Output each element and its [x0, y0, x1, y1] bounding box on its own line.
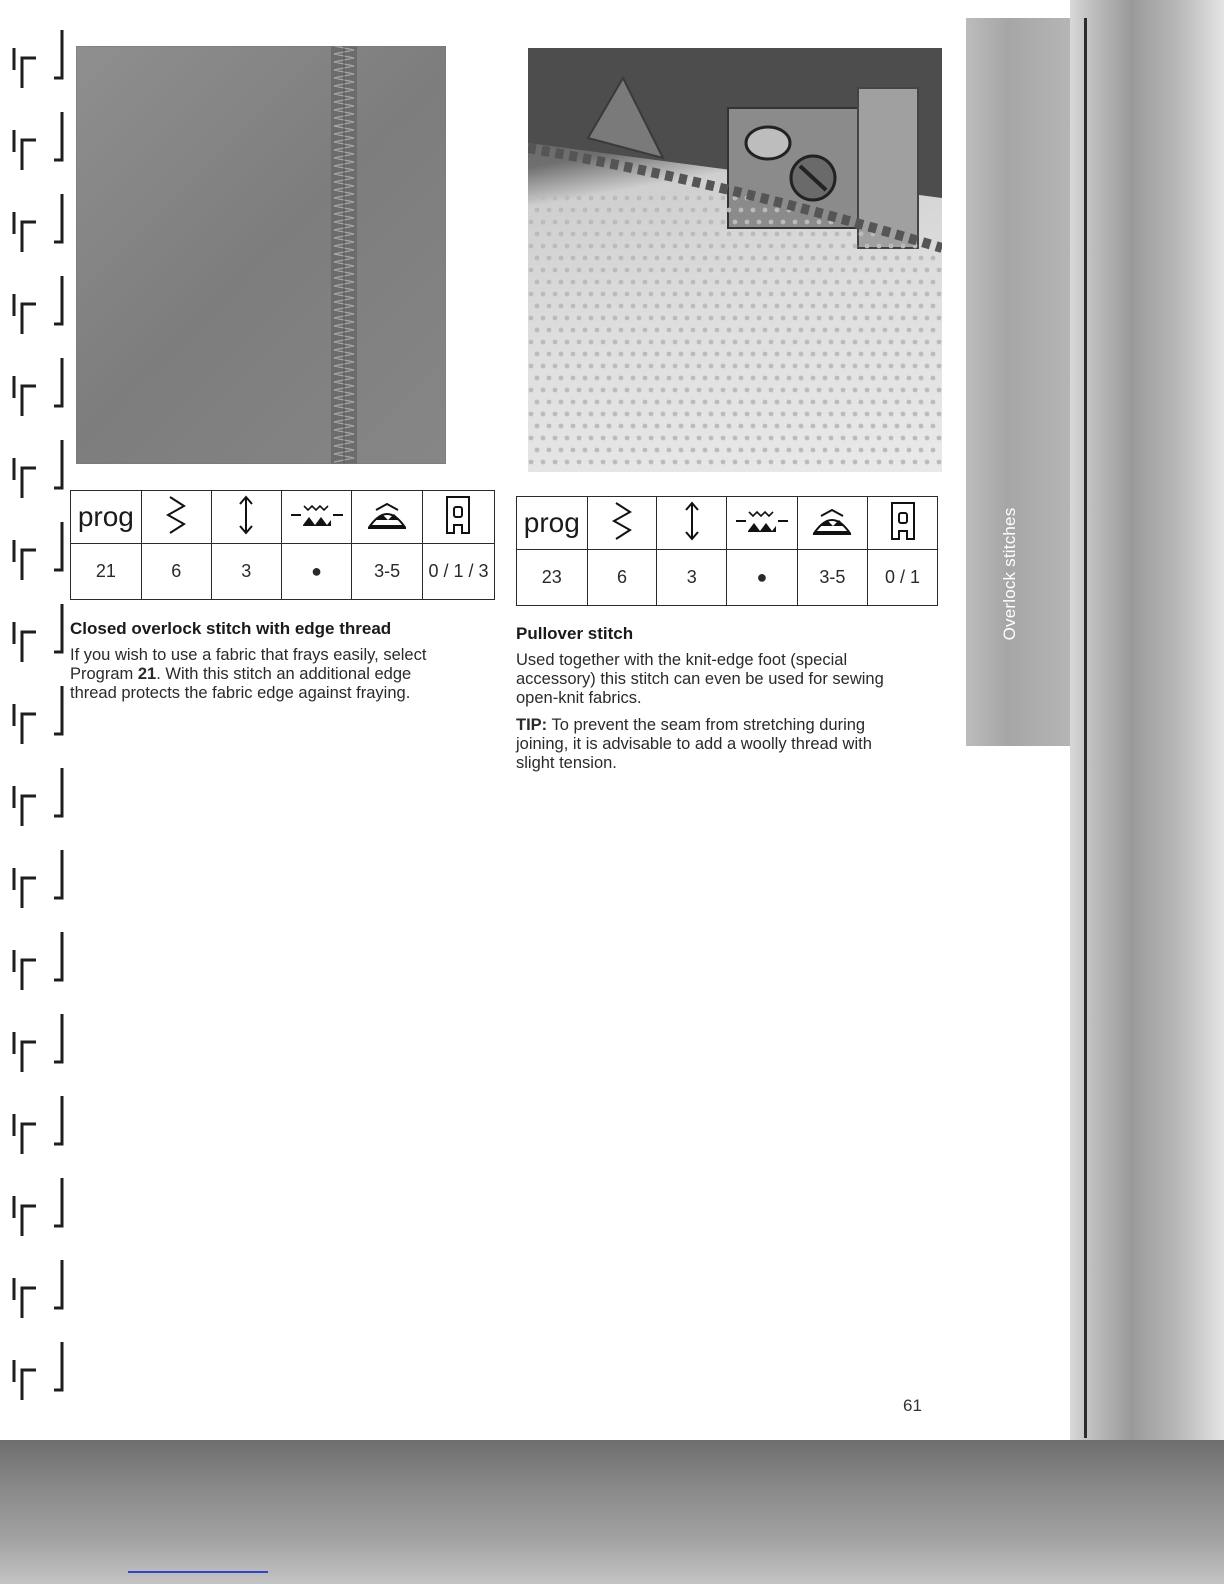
prog-header: prog — [71, 491, 142, 544]
page-edge-line — [1084, 18, 1087, 1438]
tip-note — [516, 716, 936, 773]
tip-line: slight tension. — [516, 754, 617, 772]
section-body — [516, 651, 936, 708]
needle-tension-icon — [281, 491, 352, 544]
presser-foot-pressure-icon — [352, 491, 423, 544]
photo-closed-overlock-seam — [76, 46, 446, 464]
prog-header: prog — [517, 497, 588, 550]
value-foot-pressure: 3-5 — [352, 544, 423, 600]
body-line: accessory) this stitch can even be used for sewing — [516, 670, 884, 688]
tip-line: TIP: To prevent the seam from stretching during — [516, 716, 866, 734]
value-prog: 23 — [517, 550, 588, 606]
tip-label: TIP: — [516, 716, 548, 734]
section-heading: Pullover stitch — [516, 624, 634, 643]
value-stitch-length: 3 — [211, 544, 281, 600]
value-presser-foot: 0 / 1 — [868, 550, 938, 606]
stitch-length-icon — [211, 491, 281, 544]
value-stitch-width: 6 — [587, 550, 657, 606]
stitch-width-icon — [587, 497, 657, 550]
body-line: open-knit fabrics. — [516, 689, 642, 707]
scan-link-mark — [128, 1571, 268, 1573]
section-body — [70, 646, 490, 703]
stitch-length-icon — [657, 497, 727, 550]
stitch-settings-table — [516, 496, 938, 606]
value-stitch-width: 6 — [141, 544, 211, 600]
scan-shadow-right — [1070, 0, 1224, 1584]
section-tab-label: Overlock stitches — [1000, 507, 1019, 641]
body-line: Used together with the knit-edge foot (special — [516, 651, 848, 669]
value-foot-pressure: 3-5 — [797, 550, 867, 606]
stitch-settings-table — [70, 490, 495, 600]
body-line: If you wish to use a fabric that frays easily, select — [70, 646, 427, 664]
stitch-width-icon — [141, 491, 211, 544]
value-stitch-length: 3 — [657, 550, 727, 606]
spiral-binding — [0, 0, 78, 1440]
presser-foot-icon — [868, 497, 938, 550]
body-line: thread protects the fabric edge against fraying. — [70, 684, 411, 702]
body-line: Program 21. With this stitch an additional edge — [70, 665, 412, 683]
presser-foot-icon — [422, 491, 494, 544]
presser-foot-pressure-icon — [797, 497, 867, 550]
page-number: 61 — [903, 1396, 922, 1415]
section-heading: Closed overlock stitch with edge thread — [70, 619, 392, 638]
value-prog: 21 — [71, 544, 142, 600]
tip-line: joining, it is advisable to add a woolly thread with — [516, 735, 872, 753]
value-needle-tension: ● — [281, 544, 352, 600]
photo-pullover-stitch-sewing — [528, 48, 942, 472]
scan-shadow-bottom — [0, 1440, 1224, 1584]
value-needle-tension: ● — [727, 550, 798, 606]
value-presser-foot: 0 / 1 / 3 — [422, 544, 494, 600]
needle-tension-icon — [727, 497, 798, 550]
